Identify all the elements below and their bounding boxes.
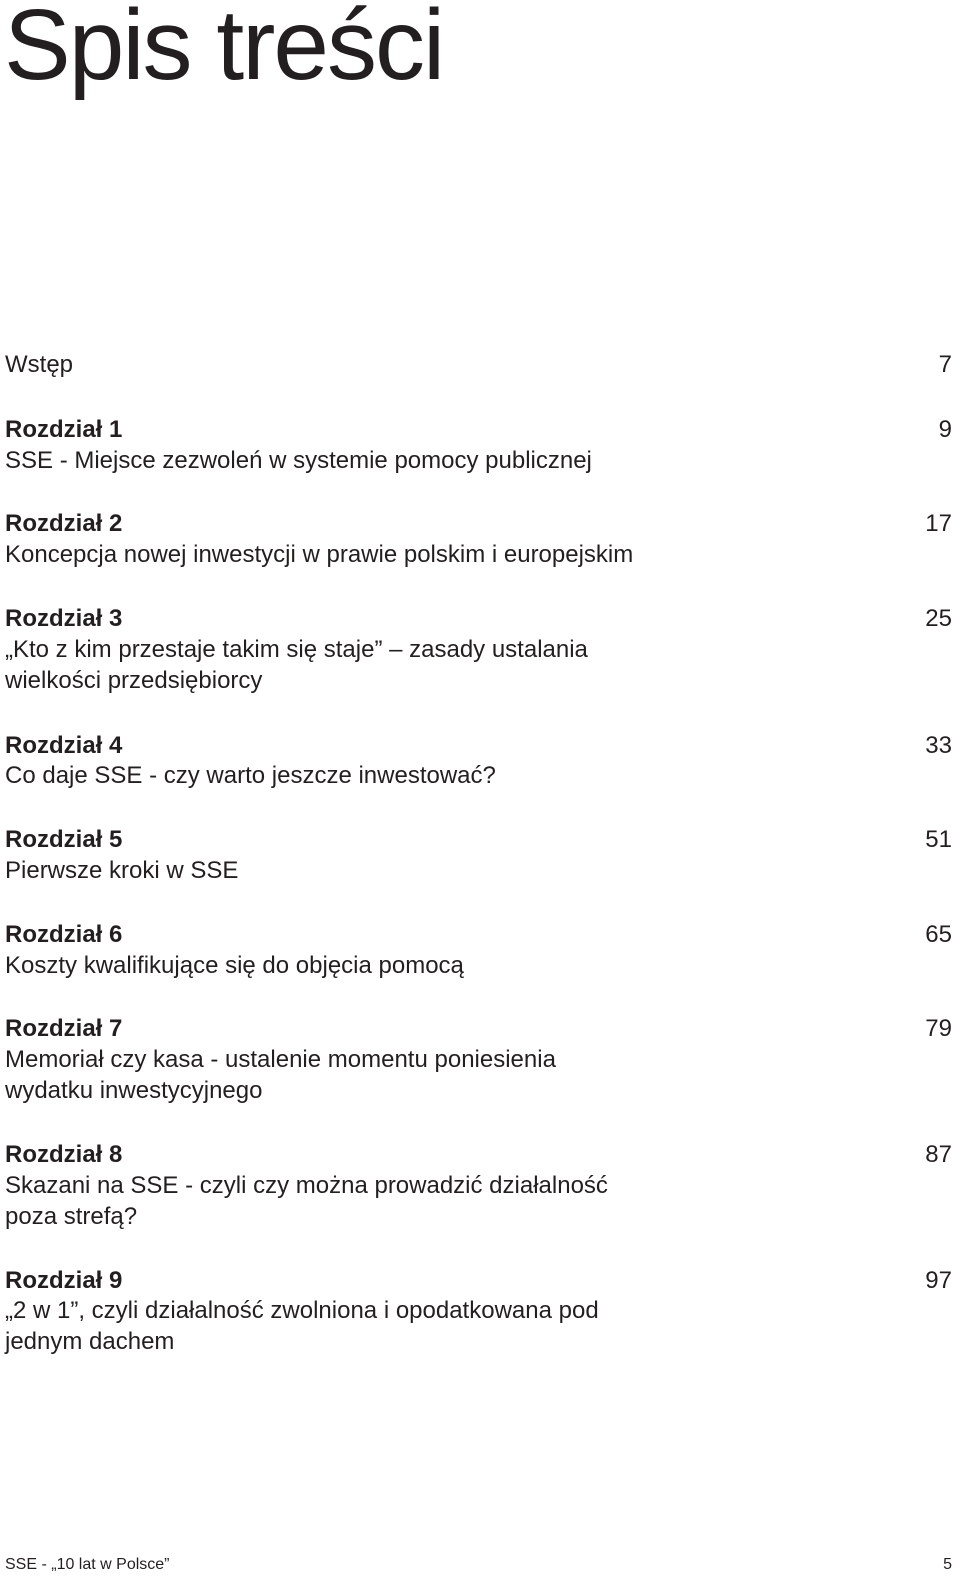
toc-page-number: 25 — [925, 605, 952, 632]
toc-entry-chapter-6[interactable] — [5, 920, 952, 950]
toc-entry-chapter-1[interactable] — [5, 415, 952, 445]
chapter-title: „2 w 1”, czyli działalność zwolniona i opodatkowana pod — [5, 1297, 599, 1324]
page-title: Spis treści — [4, 0, 444, 101]
toc-page-number: 65 — [925, 921, 952, 948]
chapter-title: Koszty kwalifikujące się do objęcia pomocą — [5, 952, 464, 979]
footer-text: SSE - „10 lat w Polsce” — [5, 1556, 170, 1573]
footer-page-number: 5 — [943, 1556, 952, 1573]
chapter-title: wydatku inwestycyjnego — [5, 1077, 263, 1104]
page-footer — [5, 1555, 952, 1575]
chapter-title: Skazani na SSE - czyli czy można prowadzić działalność — [5, 1172, 608, 1199]
chapter-title: SSE - Miejsce zezwoleń w systemie pomocy publicznej — [5, 447, 592, 474]
chapter-title: Pierwsze kroki w SSE — [5, 857, 239, 884]
toc-page-number: 51 — [925, 826, 952, 853]
toc-page-number: 33 — [925, 732, 952, 759]
toc-page-number: 79 — [925, 1015, 952, 1042]
chapter-label: Rozdział 3 — [5, 605, 123, 632]
chapter-label: Rozdział 4 — [5, 732, 123, 759]
chapter-label: Rozdział 2 — [5, 510, 123, 537]
chapter-label: Rozdział 8 — [5, 1141, 123, 1168]
chapter-title: jednym dachem — [5, 1328, 175, 1355]
toc-page-number: 9 — [938, 416, 952, 443]
chapter-label: Rozdział 6 — [5, 921, 123, 948]
chapter-label: Rozdział 1 — [5, 416, 123, 443]
toc-entry-chapter-3[interactable] — [5, 604, 952, 634]
toc-entry-chapter-7[interactable] — [5, 1014, 952, 1044]
toc-page-number: 97 — [925, 1267, 952, 1294]
toc-entry-chapter-4[interactable] — [5, 731, 952, 761]
toc-entry-label: Wstęp — [5, 351, 74, 378]
chapter-label: Rozdział 7 — [5, 1015, 123, 1042]
toc-entry-intro[interactable] — [5, 350, 952, 380]
toc-page-number: 17 — [925, 510, 952, 537]
chapter-title: Co daje SSE - czy warto jeszcze inwestować? — [5, 762, 496, 789]
chapter-title: „Kto z kim przestaje takim się staje” – zasady ustalania — [5, 636, 588, 663]
toc-entry-chapter-5[interactable] — [5, 825, 952, 855]
chapter-title: poza strefą? — [5, 1203, 138, 1230]
toc-page-number: 7 — [938, 351, 952, 378]
toc-page-number: 87 — [925, 1141, 952, 1168]
chapter-title: wielkości przedsiębiorcy — [5, 667, 263, 694]
toc-entry-chapter-8[interactable] — [5, 1140, 952, 1170]
chapter-label: Rozdział 9 — [5, 1267, 123, 1294]
chapter-title: Koncepcja nowej inwestycji w prawie polskim i europejskim — [5, 541, 634, 568]
toc-entry-chapter-2[interactable] — [5, 509, 952, 539]
toc-entry-chapter-9[interactable] — [5, 1266, 952, 1296]
chapter-title: Memoriał czy kasa - ustalenie momentu poniesienia — [5, 1046, 556, 1073]
chapter-label: Rozdział 5 — [5, 826, 123, 853]
